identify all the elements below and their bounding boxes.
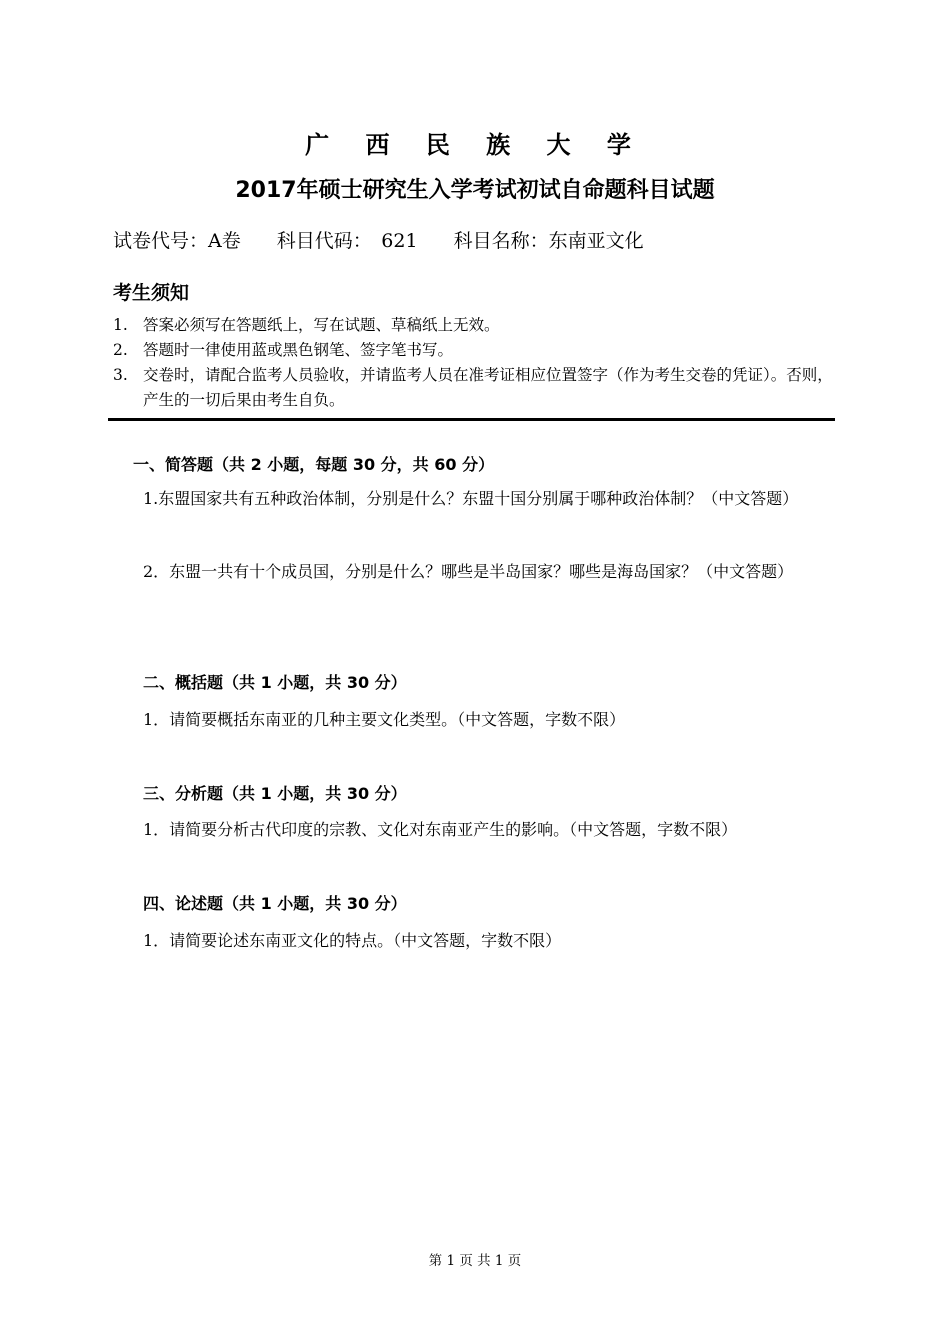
section-heading: 四、论述题（共 1 小题，共 30 分） [143, 894, 407, 913]
notice-item-number: 1. [113, 316, 128, 334]
notice-item-text: 交卷时，请配合监考人员验收，并请监考人员在准考证相应位置签字（作为考生交卷的凭证）。否则，产生的一切后果由考生自负。 [143, 366, 833, 409]
exam-title: 2017年硕士研究生入学考试初试自命题科目试题 [235, 178, 715, 203]
notice-item-number: 2. [113, 341, 128, 359]
notice-item-number: 3. [113, 366, 128, 384]
university-name: 广 西 民 族 大 学 [305, 131, 645, 159]
subject-name: 科目名称：东南亚文化 [453, 230, 644, 252]
section-heading: 一、简答题（共 2 小题，每题 30 分，共 60 分） [133, 455, 495, 474]
section-heading: 三、分析题（共 1 小题，共 30 分） [143, 784, 407, 803]
notice-item-text: 答题时一律使用蓝或黑色钢笔、签字笔书写。 [143, 341, 454, 359]
question-text: 1．请简要论述东南亚文化的特点。（中文答题，字数不限） [143, 931, 562, 950]
exam-info-line [113, 226, 674, 253]
notice-item [113, 338, 843, 363]
paper-code: 试卷代号：A卷 [113, 230, 241, 252]
section-heading: 二、概括题（共 1 小题，共 30 分） [143, 673, 407, 692]
page-indicator: 第 1 页 共 1 页 [428, 1253, 522, 1269]
header-divider [108, 418, 835, 421]
subject-code: 科目代码： 621 [276, 230, 418, 252]
question-text: 1.东盟国家共有五种政治体制，分别是什么？东盟十国分别属于哪种政治体制？（中文答题） [143, 489, 799, 508]
question-text: 1．请简要分析古代印度的宗教、文化对东南亚产生的影响。（中文答题，字数不限） [143, 820, 738, 839]
notice-item [113, 363, 843, 413]
question-text: 1．请简要概括东南亚的几种主要文化类型。（中文答题，字数不限） [143, 710, 626, 729]
notice-heading: 考生须知 [113, 282, 190, 304]
question-text: 2．东盟一共有十个成员国，分别是什么？哪些是半岛国家？哪些是海岛国家？（中文答题） [143, 562, 794, 581]
notice-item-text: 答案必须写在答题纸上，写在试题、草稿纸上无效。 [143, 316, 500, 334]
notice-item [113, 313, 843, 338]
